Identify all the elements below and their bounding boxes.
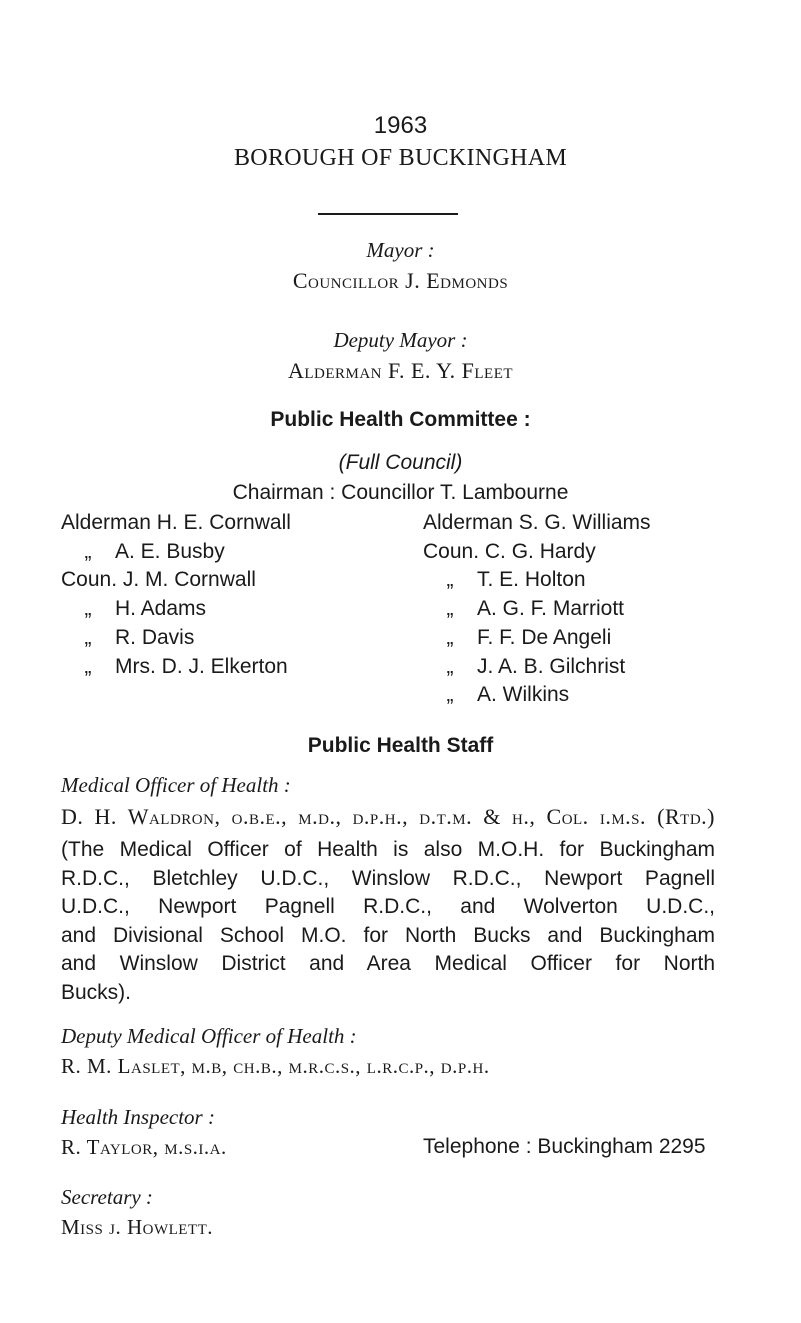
ditto-mark: „ bbox=[446, 654, 454, 678]
secretary-label: Secretary : bbox=[61, 1185, 153, 1209]
secretary-name: Miss j. Howlett. bbox=[61, 1215, 213, 1239]
mayor-name: Councillor J. Edmonds bbox=[292, 268, 509, 293]
mayor-label: Mayor : bbox=[366, 238, 435, 262]
moh-note-line: U.D.C., Newport Pagnell R.D.C., and Wolverton U.D.C., bbox=[61, 895, 715, 919]
member-row bbox=[423, 509, 651, 538]
member-name: A. Wilkins bbox=[477, 683, 570, 707]
inspector-name: R. Taylor, m.s.i.a. bbox=[61, 1135, 227, 1159]
ditto-mark: „ bbox=[84, 539, 92, 563]
moh-note-line: and Divisional School M.O. for North Bucks and Buckingham bbox=[61, 923, 715, 947]
moh-note-line: Bucks). bbox=[61, 980, 132, 1004]
year-heading: 1963 bbox=[373, 112, 428, 139]
left-member-list bbox=[61, 509, 291, 681]
committee-chairman: Chairman : Councillor T. Lambourne bbox=[232, 481, 569, 504]
member-name: F. F. De Angeli bbox=[477, 625, 612, 649]
member-row bbox=[61, 509, 291, 538]
member-row bbox=[61, 653, 291, 682]
moh-label: Medical Officer of Health : bbox=[61, 773, 291, 797]
divider-rule bbox=[318, 213, 458, 215]
ditto-mark: „ bbox=[84, 654, 92, 678]
member-name: R. Davis bbox=[115, 625, 195, 649]
committee-subtitle: (Full Council) bbox=[338, 451, 463, 474]
moh-note-line: (The Medical Officer of Health is also M.O.H. for Buckingham bbox=[61, 838, 715, 861]
ditto-mark: „ bbox=[446, 568, 454, 592]
member-row bbox=[423, 624, 651, 653]
committee-title: Public Health Committee : bbox=[270, 408, 531, 431]
dmoh-label: Deputy Medical Officer of Health : bbox=[61, 1024, 357, 1048]
member-row bbox=[423, 566, 651, 595]
telephone: Telephone : Buckingham 2295 bbox=[423, 1135, 706, 1158]
member-name: Alderman H. E. Cornwall bbox=[61, 511, 291, 534]
moh-name: D. H. Waldron, o.b.e., m.d., d.p.h., d.t.m. & h., Col. i.m.s. (Rtd.) bbox=[61, 804, 715, 829]
member-row bbox=[423, 595, 651, 624]
member-row bbox=[61, 538, 291, 567]
moh-note-line: R.D.C., Bletchley U.D.C., Winslow R.D.C., Newport Pagnell bbox=[61, 866, 715, 890]
member-row bbox=[61, 595, 291, 624]
dmoh-name: R. M. Laslet, m.b, ch.b., m.r.c.s., l.r.c.p., d.p.h. bbox=[61, 1054, 490, 1078]
member-row bbox=[423, 538, 651, 567]
moh-note bbox=[61, 836, 715, 1008]
member-name: A. G. F. Marriott bbox=[477, 597, 625, 621]
deputy-mayor-label: Deputy Mayor : bbox=[333, 328, 468, 352]
member-row bbox=[61, 624, 291, 653]
member-name: T. E. Holton bbox=[477, 568, 586, 592]
ditto-mark: „ bbox=[84, 625, 92, 649]
ditto-mark: „ bbox=[446, 597, 454, 621]
moh-note-line: and Winslow District and Area Medical Officer for North bbox=[61, 952, 715, 976]
member-row bbox=[61, 566, 291, 595]
member-name: J. A. B. Gilchrist bbox=[477, 654, 626, 678]
member-name: Coun. C. G. Hardy bbox=[423, 539, 596, 563]
member-name: Mrs. D. J. Elkerton bbox=[115, 654, 288, 678]
member-row bbox=[423, 681, 651, 710]
borough-heading: BOROUGH OF BUCKINGHAM bbox=[234, 145, 567, 171]
inspector-label: Health Inspector : bbox=[61, 1105, 215, 1129]
member-name: Coun. J. M. Cornwall bbox=[61, 568, 256, 592]
member-name: A. E. Busby bbox=[115, 539, 225, 563]
ditto-mark: „ bbox=[446, 683, 454, 707]
member-name: Alderman S. G. Williams bbox=[423, 511, 651, 534]
ditto-mark: „ bbox=[84, 597, 92, 621]
member-name: H. Adams bbox=[115, 597, 207, 621]
right-member-list bbox=[423, 509, 651, 710]
deputy-mayor-name: Alderman F. E. Y. Fleet bbox=[287, 358, 514, 383]
ditto-mark: „ bbox=[446, 625, 454, 649]
staff-title: Public Health Staff bbox=[307, 734, 494, 757]
member-row bbox=[423, 653, 651, 682]
